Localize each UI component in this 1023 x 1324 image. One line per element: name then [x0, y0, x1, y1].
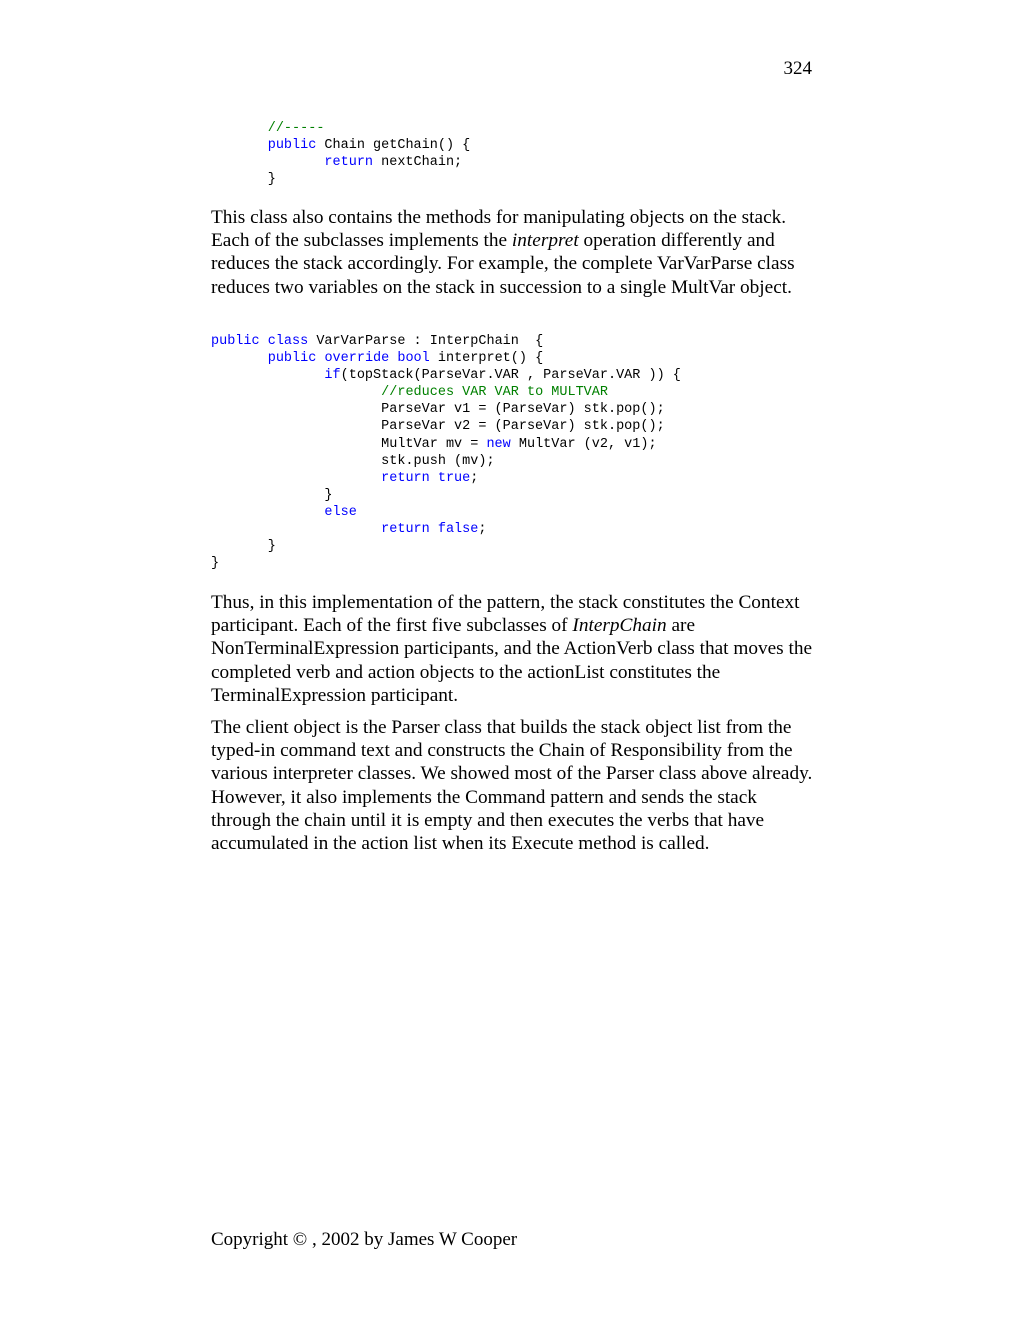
code-block-varvarparse [211, 333, 681, 572]
code-text: interpret() { [429, 351, 544, 367]
emphasis-interpret: interpret [511, 230, 579, 252]
code-keyword: public [211, 334, 260, 349]
paragraph-client-object: The client object is the Parser class that builds the stack object list from the typed-in command text and constructs the Chain of Responsibility from the various interpreter classes. We showed most of the Parser class above already. However, it also implements the Command pattern and sends the stack through the chain until it is empty and then executes the verbs that have accumulated in the action list when its Execute method is called. [211, 717, 813, 855]
page-number: 324 [783, 58, 812, 79]
code-line [211, 436, 681, 453]
paragraph-text: Thus, in this implementation of the pattern, the stack constitutes the Context participant. Each of the first five subclasses of [211, 592, 800, 637]
code-line [211, 453, 681, 470]
code-comment: //----- [267, 121, 325, 136]
code-keyword: if [324, 368, 341, 384]
code-text [211, 522, 381, 537]
code-keyword: public [267, 138, 317, 154]
code-keyword: override [324, 351, 390, 367]
code-keyword: public [267, 351, 317, 367]
code-line [211, 333, 681, 350]
code-text: (topStack(ParseVar.VAR , ParseVar.VAR )) { [340, 368, 681, 384]
code-keyword: return [381, 470, 430, 486]
code-text [430, 471, 438, 486]
code-keyword: else [324, 504, 357, 520]
code-line [211, 154, 470, 171]
code-line [211, 470, 681, 487]
code-text [211, 138, 268, 153]
code-block-get-chain [211, 120, 470, 188]
code-text [211, 471, 381, 486]
code-text [211, 505, 324, 520]
code-text: MultVar (v2, v1); [510, 436, 657, 452]
code-line [211, 350, 681, 367]
paragraph-text: are NonTerminalExpression participants, and the ActionVerb class that moves the completed verb and action objects to the actionList constitutes the TerminalExpression participant. [211, 615, 813, 706]
code-text: VarVarParse : InterpChain { [308, 334, 544, 349]
code-text: nextChain; [373, 155, 463, 171]
code-keyword: false [437, 522, 479, 538]
code-text [211, 121, 268, 136]
code-line [211, 555, 681, 572]
paragraph-context-participant [211, 591, 821, 707]
code-line [211, 401, 681, 418]
code-line [211, 384, 681, 401]
code-text: } [211, 556, 220, 572]
code-keyword: true [437, 470, 471, 486]
code-line [211, 538, 681, 555]
paragraph-text: operation differently and reduces the stack accordingly. For example, the complete VarVarParse class reduces two variables on the stack in succession to a single MultVar object. [211, 230, 795, 298]
code-line [211, 521, 681, 538]
code-keyword: bool [397, 351, 430, 367]
code-text: ; [478, 522, 487, 538]
code-text [211, 155, 324, 170]
code-text: } [211, 539, 276, 555]
code-text [211, 351, 268, 366]
code-text: ParseVar v1 = (ParseVar) stk.pop(); [211, 402, 665, 418]
code-keyword: return [381, 522, 430, 538]
code-text [260, 334, 268, 349]
emphasis-interpchain: InterpChain [572, 615, 667, 637]
paragraph-text: This class also contains the methods for manipulating objects on the stack. Each of the subclasses implements the [211, 207, 787, 252]
code-line [211, 171, 470, 188]
code-keyword: return [324, 155, 374, 171]
code-text: stk.push (mv); [211, 453, 495, 469]
code-text: Chain getChain() { [316, 138, 471, 154]
code-text: } [211, 172, 276, 188]
code-line [211, 418, 681, 435]
code-comment: //reduces VAR VAR to MULTVAR [381, 385, 608, 401]
code-line [211, 120, 470, 137]
code-keyword: class [267, 334, 309, 349]
code-text: ; [470, 470, 479, 486]
code-text: ParseVar v2 = (ParseVar) stk.pop(); [211, 419, 665, 435]
paragraph-class-description [211, 206, 821, 299]
code-text [211, 385, 381, 400]
code-text: MultVar mv = [211, 436, 487, 452]
code-keyword: new [486, 436, 511, 452]
code-line [211, 504, 681, 521]
code-line [211, 367, 681, 384]
code-text [430, 522, 438, 537]
code-text: } [211, 487, 333, 503]
code-text [211, 368, 324, 383]
code-line [211, 487, 681, 504]
code-line [211, 137, 470, 154]
copyright-footer: Copyright © , 2002 by James W Cooper [211, 1229, 518, 1250]
